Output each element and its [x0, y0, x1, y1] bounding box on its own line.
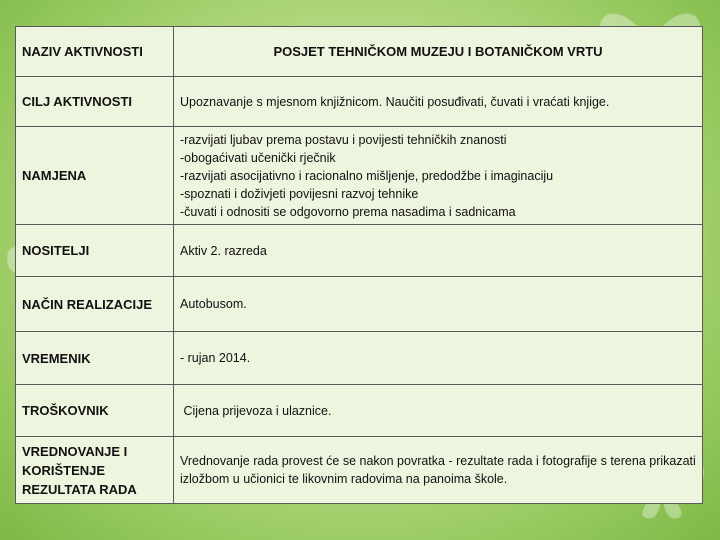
row-label: VREDNOVANJE I KORIŠTENJE REZULTATA RADA [16, 437, 174, 504]
row-value: Autobusom. [174, 277, 703, 332]
table-row [16, 332, 703, 385]
row-label: CILJ AKTIVNOSTI [16, 77, 174, 127]
table-row [16, 277, 703, 332]
row-value: Upoznavanje s mjesnom knjižnicom. Naučiti posuđivati, čuvati i vraćati knjige. [174, 77, 703, 127]
row-value-list [174, 127, 703, 225]
row-value: Cijena prijevoza i ulaznice. [174, 385, 703, 437]
table-row [16, 437, 703, 504]
list-item: -razvijati ljubav prema postavu i povijesti tehničkih znanosti [180, 132, 507, 147]
list-item: -spoznati i doživjeti povijesni razvoj tehnike [180, 186, 419, 201]
row-value: Vrednovanje rada provest će se nakon povratka - rezultate rada i fotografije s terena prikazati izložbom u učionici te likovnim radovima na panoima škole. [174, 437, 703, 504]
row-label: NAZIV AKTIVNOSTI [16, 27, 174, 77]
row-value: Aktiv 2. razreda [174, 225, 703, 277]
row-label: NAČIN REALIZACIJE [16, 277, 174, 332]
row-label: NOSITELJI [16, 225, 174, 277]
row-label: TROŠKOVNIK [16, 385, 174, 437]
list-item: -obogaćivati učenički rječnik [180, 150, 336, 165]
list-item: -čuvati i odnositi se odgovorno prema nasadima i sadnicama [180, 204, 516, 219]
table-row [16, 225, 703, 277]
table-row [16, 385, 703, 437]
row-label: VREMENIK [16, 332, 174, 385]
table-row [16, 127, 703, 225]
activity-table [15, 26, 703, 504]
row-label: NAMJENA [16, 127, 174, 225]
table-row [16, 27, 703, 77]
row-value: POSJET TEHNIČKOM MUZEJU I BOTANIČKOM VRTU [174, 27, 703, 77]
list-item: -razvijati asocijativno i racionalno mišljenje, predodžbe i imaginaciju [180, 168, 554, 183]
row-value: - rujan 2014. [174, 332, 703, 385]
table-row [16, 77, 703, 127]
